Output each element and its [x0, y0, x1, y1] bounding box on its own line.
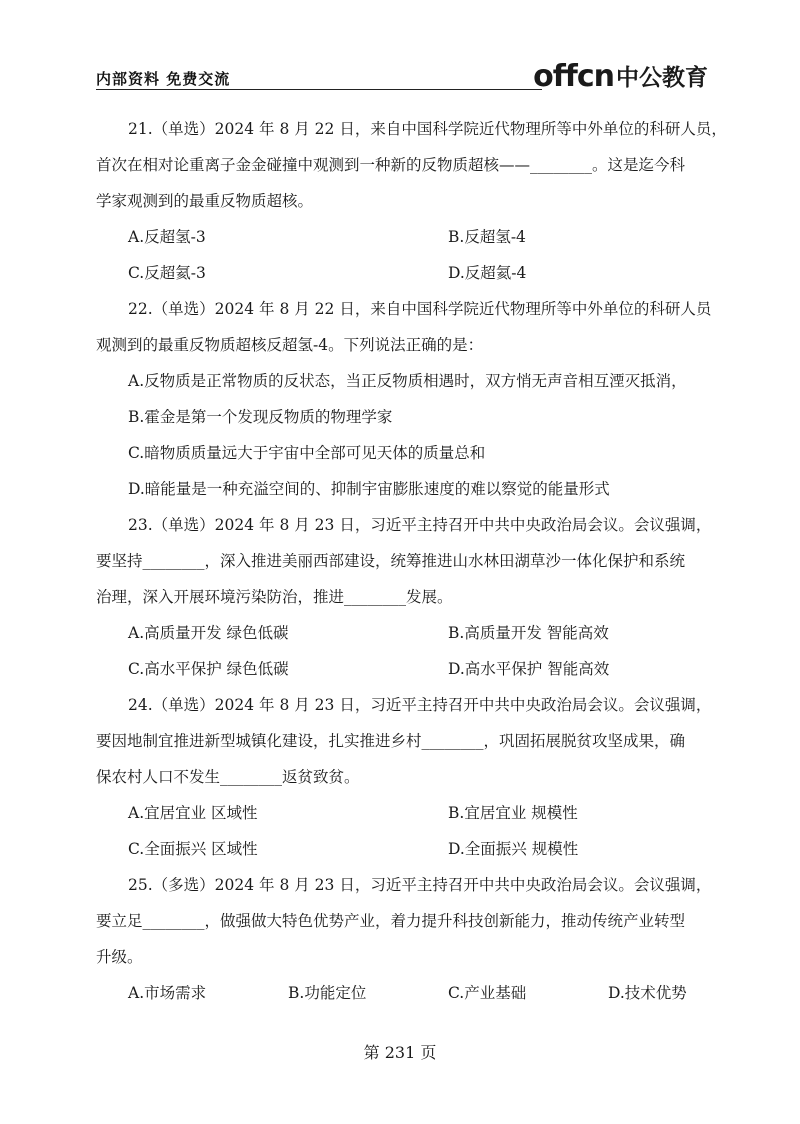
- header-rule: [96, 89, 542, 90]
- question-24-line-1: 24.（单选）2024 年 8 月 23 日，习近平主持召开中共中央政治局会议。会议强调，: [128, 696, 712, 714]
- question-24-option-a: A.宜居宜业 区域性: [128, 804, 258, 822]
- question-21-option-b: B.反超氢-4: [448, 228, 526, 246]
- question-21-option-a: A.反超氢-3: [128, 228, 206, 246]
- question-24-option-d: D.全面振兴 规模性: [448, 840, 579, 858]
- question-22-option-a: A.反物质是正常物质的反状态，当正反物质相遇时，双方悄无声音相互湮灭抵消，: [128, 372, 687, 390]
- question-21-line-1: 21.（单选）2024 年 8 月 22 日，来自中国科学院近代物理所等中外单位的科研人员，: [128, 120, 727, 138]
- question-23-line-1: 23.（单选）2024 年 8 月 23 日，习近平主持召开中共中央政治局会议。会议强调，: [128, 516, 712, 534]
- question-22-option-c: C.暗物质质量远大于宇宙中全部可见天体的质量总和: [128, 444, 486, 462]
- question-22-option-d: D.暗能量是一种充溢空间的、抑制宇宙膨胀速度的难以察觉的能量形式: [128, 480, 610, 498]
- question-25-line-3: 升级。: [96, 948, 143, 966]
- question-25-option-d: D.技术优势: [608, 984, 687, 1002]
- question-25-line-1: 25.（多选）2024 年 8 月 23 日，习近平主持召开中共中央政治局会议。会议强调，: [128, 876, 712, 894]
- logo-latin-text: offcn: [533, 59, 614, 94]
- question-23-option-b: B.高质量开发 智能高效: [448, 624, 609, 642]
- question-21-option-c: C.反超氦-3: [128, 264, 206, 282]
- question-25-line-2: 要立足________，做强做大特色优势产业，着力提升科技创新能力，推动传统产业转型: [96, 912, 686, 930]
- header-note: 内部资料 免费交流: [96, 70, 231, 88]
- question-21-line-2: 首次在相对论重离子金金碰撞中观测到一种新的反物质超核——________。这是迄今科: [96, 156, 686, 174]
- question-23-option-c: C.高水平保护 绿色低碳: [128, 660, 289, 678]
- question-21-line-3: 学家观测到的最重反物质超核。: [96, 192, 314, 210]
- offcn-logo: [533, 60, 708, 92]
- question-21-option-d: D.反超氦-4: [448, 264, 527, 282]
- question-22-line-2: 观测到的最重反物质超核反超氢-4。下列说法正确的是：: [96, 336, 484, 354]
- question-23-option-a: A.高质量开发 绿色低碳: [128, 624, 289, 642]
- question-23-option-d: D.高水平保护 智能高效: [448, 660, 610, 678]
- question-24-line-2: 要因地制宜推进新型城镇化建设，扎实推进乡村________，巩固拓展脱贫攻坚成果，确: [96, 732, 686, 750]
- logo-chinese-text: 中公教育: [616, 65, 708, 91]
- question-24-line-3: 保农村人口不发生________返贫致贫。: [96, 768, 360, 786]
- question-25-option-c: C.产业基础: [448, 984, 527, 1002]
- page-number: 第 231 页: [363, 1043, 437, 1062]
- question-22-line-1: 22.（单选）2024 年 8 月 22 日，来自中国科学院近代物理所等中外单位的科研人员: [128, 300, 712, 318]
- question-24-option-b: B.宜居宜业 规模性: [448, 804, 578, 822]
- question-25-option-a: A.市场需求: [128, 984, 207, 1002]
- question-22-option-b: B.霍金是第一个发现反物质的物理学家: [128, 408, 393, 426]
- question-23-line-3: 治理，深入开展环境污染防治，推进________发展。: [96, 588, 453, 606]
- page-header: [96, 59, 708, 94]
- question-24-option-c: C.全面振兴 区域性: [128, 840, 258, 858]
- question-23-line-2: 要坚持________，深入推进美丽西部建设，统筹推进山水林田湖草沙一体化保护和系统: [96, 552, 686, 570]
- question-25-option-b: B.功能定位: [288, 984, 367, 1002]
